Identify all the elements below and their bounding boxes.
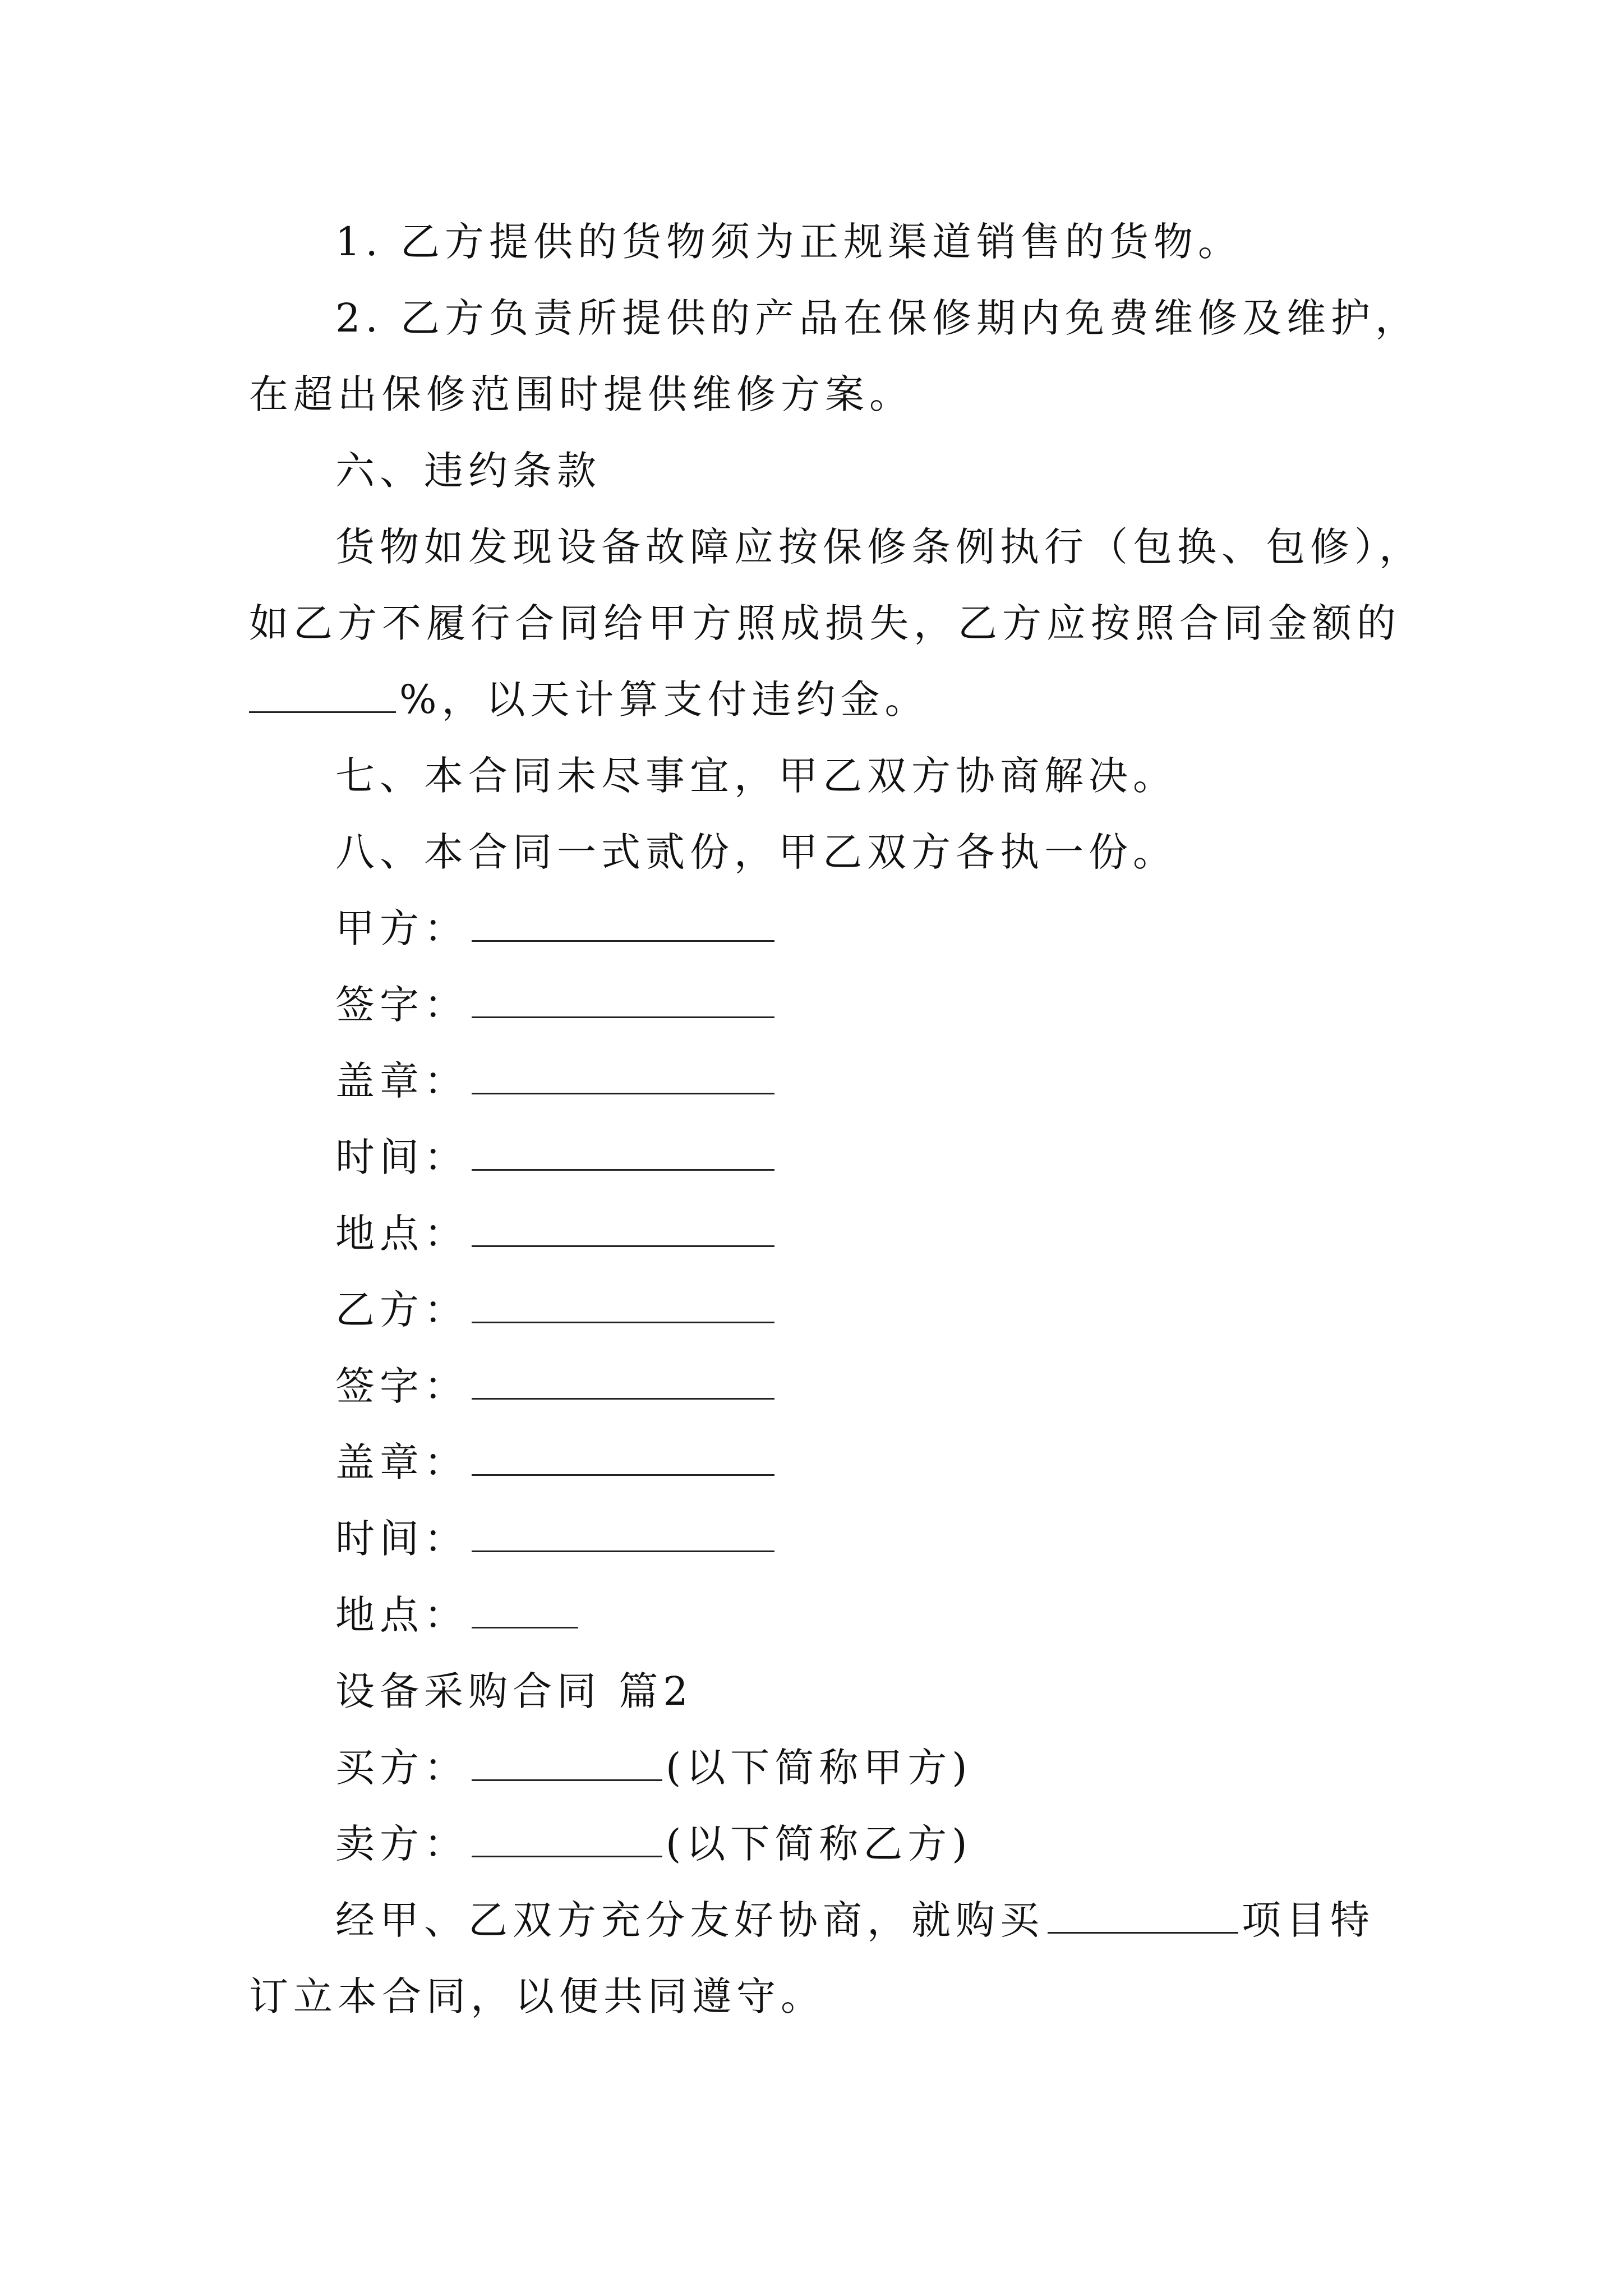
seller-blank[interactable] [472,1823,662,1857]
signature-label: 签字： [335,982,468,1028]
party-b-seal-blank[interactable] [472,1442,774,1476]
signature-label: 地点： [335,1211,468,1257]
signature-row-place-b [335,1590,582,1640]
signature-row-time-b [335,1513,778,1564]
party-a-time-blank[interactable] [472,1137,774,1171]
seller-row [335,1819,972,1869]
signature-label: 签字： [335,1363,468,1409]
intro-text-b: 项目特 [1242,1897,1375,1943]
signature-row-party-b [335,1285,778,1335]
signature-label: 乙方： [335,1287,468,1333]
signature-label: 甲方： [335,905,468,951]
signature-label: 盖章： [335,1439,468,1485]
buyer-label: 买方： [335,1745,468,1791]
section-heading-breach: 六、违约条款 [335,448,601,494]
contract2-heading: 设备采购合同 篇2 [335,1668,693,1714]
seller-suffix: (以下简称乙方) [666,1821,972,1867]
party-b-time-blank[interactable] [472,1518,774,1552]
party-a-seal-blank[interactable] [472,1060,774,1094]
section-seven: 七、本合同未尽事宜，甲乙双方协商解决。 [335,753,1177,799]
party-b-name-blank[interactable] [472,1289,774,1323]
signature-row-place-a [335,1208,778,1259]
party-b-place-blank[interactable] [472,1594,578,1628]
signature-label: 时间： [335,1134,468,1180]
signature-row-sign-a [335,979,778,1030]
percentage-blank[interactable] [249,679,396,713]
party-a-name-blank[interactable] [472,908,774,942]
signature-label: 盖章： [335,1058,468,1104]
party-a-place-blank[interactable] [472,1213,774,1247]
paragraph-breach-line2: 如乙方不履行合同给甲方照成损失，乙方应按照合同金额的 [249,600,1401,646]
buyer-row [335,1742,972,1793]
project-blank[interactable] [1048,1899,1238,1934]
seller-label: 卖方： [335,1821,468,1867]
signature-row-seal-b [335,1437,778,1488]
contract2-intro-line2: 订立本合同，以便共同遵守。 [249,1973,825,2019]
signature-row-time-a [335,1132,778,1182]
paragraph-warranty-line1: 2. 乙方负责所提供的产品在保修期内免费维修及维护， [335,295,1420,341]
paragraph-breach-line3 [249,674,929,725]
signature-row-party-a [335,903,778,954]
paragraph-breach-line3-text: %，以天计算支付违约金。 [399,677,929,723]
paragraph-breach-line1: 货物如发现设备故障应按保修条例执行（包换、包修）， [335,524,1423,570]
section-eight: 八、本合同一式贰份，甲乙双方各执一份。 [335,829,1177,875]
contract2-intro-line1 [335,1895,1375,1945]
signature-row-sign-b [335,1361,778,1411]
signature-label: 地点： [335,1592,468,1638]
paragraph-goods-source: 1. 乙方提供的货物须为正规渠道销售的货物。 [335,219,1243,265]
paragraph-warranty-line2: 在超出保修范围时提供维修方案。 [249,371,914,417]
buyer-blank[interactable] [472,1747,662,1781]
intro-text-a: 经甲、乙双方充分友好协商，就购买 [335,1897,1044,1943]
party-a-sign-blank[interactable] [472,984,774,1018]
signature-label: 时间： [335,1516,468,1562]
signature-row-seal-a [335,1056,778,1106]
buyer-suffix: (以下简称甲方) [666,1745,972,1791]
party-b-sign-blank[interactable] [472,1365,774,1400]
